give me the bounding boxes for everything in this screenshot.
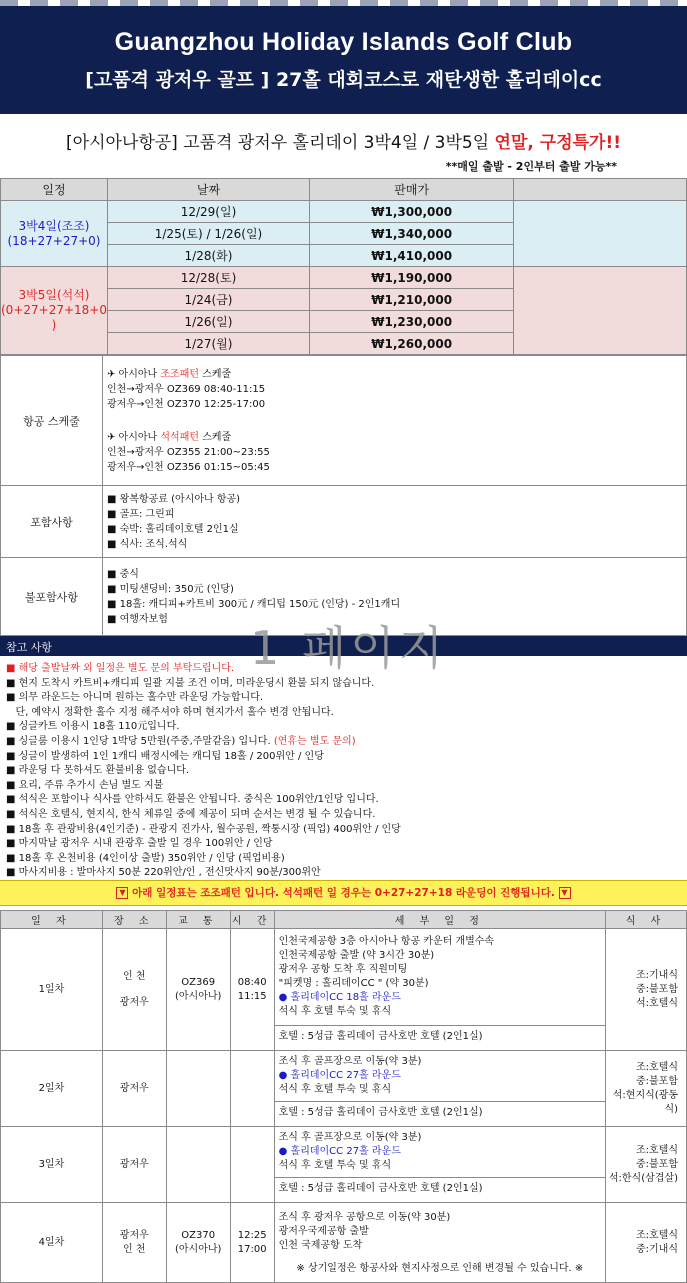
detail-cell: 조식 후 골프장으로 이동(약 3분) ● 홀리데이CC 27홀 라운드 석식 후 호텔 투숙 및 휴식 호텔 : 5성급 홀리데이 금사호반 호텔 (2인1실) <box>274 1127 605 1203</box>
day-cell: 2일차 <box>1 1051 103 1127</box>
flight-a-line1: 인천→광저우 OZ369 08:40-11:15 <box>107 383 266 395</box>
time-cell <box>230 1127 274 1203</box>
time-cell: 12:25 17:00 <box>230 1203 274 1283</box>
included-row <box>1 486 687 558</box>
note-item: ■ 싱글룸 이용시 1인당 1박당 5만원(주중,주말같음) 입니다. (연휴는 별도 문의) <box>6 735 356 747</box>
meals-cell: 조:기내식 중:불포함 석:호텔식 <box>606 929 687 1051</box>
detail-cell: 조식 후 광저우 공항으로 이동(약 30분) 광저우국제공항 출발 인천 국제공항 도착 ※ 상기일정은 항공사와 현지사정으로 인해 변경될 수 있습니다. ※ <box>274 1203 605 1283</box>
page-title: Guangzhou Holiday Islands Golf Club <box>114 28 573 56</box>
promo-title <box>0 114 687 158</box>
header-place: 장 소 <box>102 911 166 929</box>
header-transport: 교 통 <box>166 911 230 929</box>
day-cell: 4일차 <box>1 1203 103 1283</box>
info-table <box>0 355 687 636</box>
down-triangle-icon: ▼ <box>116 887 128 899</box>
note-item: ■ 요리, 주류 추가시 손님 별도 지불 <box>6 779 164 791</box>
promo-highlight: 연말, 구정특가!! <box>494 133 621 153</box>
list-item: ■ 여행자보험 <box>107 613 168 625</box>
hotel-line: 호텔 : 5성급 홀리데이 금사호반 호텔 (2인1실) <box>275 1101 605 1124</box>
list-item: ■ 18홀: 캐디피+카트비 300元 / 캐디팁 150元 (인당) - 2인1캐디 <box>107 598 401 610</box>
day-cell: 1일차 <box>1 929 103 1051</box>
date-cell: 1/26(일) <box>107 311 309 333</box>
note-item: ■ 의무 라운드는 아니며 원하는 홀수만 라운딩 가능합니다. <box>6 692 264 704</box>
time-cell <box>230 1051 274 1127</box>
time-cell: 08:40 11:15 <box>230 929 274 1051</box>
included-list <box>103 486 687 558</box>
list-item: ■ 중식 <box>107 568 139 580</box>
table-row <box>1 201 687 223</box>
header-date: 날짜 <box>107 179 309 201</box>
header-empty <box>514 179 687 201</box>
transport-cell: OZ370 (아시아나) <box>166 1203 230 1283</box>
date-cell: 1/28(화) <box>107 245 309 267</box>
place-cell: 인 천 광저우 <box>102 929 166 1051</box>
list-item: ■ 왕복항공료 (아시아나 항공) <box>107 493 241 505</box>
header-price: 판매가 <box>310 179 514 201</box>
header-meals: 식 사 <box>606 911 687 929</box>
note-item: ■ 석식은 호텔식, 현지식, 한식 체류일 중에 제공이 되며 순서는 변경 될 수 있습니다. <box>6 808 376 820</box>
meals-cell: 조:호텔식 중:기내식 <box>606 1203 687 1283</box>
price-cell: ₩1,230,000 <box>310 311 514 333</box>
note-item: ■ 현지 도착시 카트비+캐디피 일괄 지불 조건 이며, 미라운딩시 환불 되지 않습니다. <box>6 677 375 689</box>
place-cell: 광저우 <box>102 1127 166 1203</box>
price-cell: ₩1,210,000 <box>310 289 514 311</box>
header-day: 일 자 <box>1 911 103 929</box>
note-item: ■ 라운딩 다 못하셔도 환불비용 없습니다. <box>6 765 190 777</box>
flight-row <box>1 356 687 486</box>
flight-detail <box>103 356 687 486</box>
included-label: 포함사항 <box>1 486 103 558</box>
list-item: ■ 식사: 조식.석식 <box>107 538 188 550</box>
meals-cell: 조:호텔식 중:불포함 석:한식(삼겹살) <box>606 1127 687 1203</box>
price-cell: ₩1,300,000 <box>310 201 514 223</box>
flight-b-line1: 인천→광저우 OZ355 21:00~23:55 <box>107 446 270 458</box>
schedule-footnote: ※ 상기일정은 항공사와 현지사정으로 인해 변경될 수 있습니다. ※ <box>296 1263 584 1274</box>
excluded-label: 불포함사항 <box>1 558 103 636</box>
price-cell: ₩1,190,000 <box>310 267 514 289</box>
notes-title-bar: 참고 사항 <box>0 636 687 656</box>
day-cell: 3일차 <box>1 1127 103 1203</box>
schedule-table <box>0 910 687 1283</box>
flight-label: 항공 스케줄 <box>1 356 103 486</box>
table-row <box>1 1051 687 1127</box>
header-schedule: 일정 <box>1 179 108 201</box>
promo-main: [아시아나항공] 고품격 광저우 홀리데이 3박4일 / 3박5일 <box>66 133 490 153</box>
note-item: ■ 싱글카트 이용시 18홀 110元입니다. <box>6 721 180 733</box>
table-row <box>1 267 687 289</box>
schedule-notice-text: 아래 일정표는 조조패턴 입니다. 석석패턴 일 경우는 0+27+27+18 라운딩이 진행됩니다. <box>132 887 555 899</box>
schedule-notice <box>0 880 687 906</box>
price-cell: ₩1,410,000 <box>310 245 514 267</box>
note-item: ■ 석식은 포함이나 식사를 안하셔도 환불은 안됩니다. 중식은 100위안/1인당 입니다. <box>6 794 379 806</box>
hotel-line: 호텔 : 5성급 홀리데이 금사호반 호텔 (2인1실) <box>275 1177 605 1200</box>
price-table-header <box>1 179 687 201</box>
flight-a-title: ✈ 아시아나 조조패턴 스케줄 <box>107 368 232 380</box>
header-time: 시 간 <box>230 911 274 929</box>
page-header <box>0 6 687 114</box>
down-triangle-icon: ▼ <box>559 887 571 899</box>
price-cell: ₩1,260,000 <box>310 333 514 355</box>
group-label-seokseok: 3박5일(석석) (0+27+27+18+0 ) <box>1 267 108 355</box>
page-subtitle: [고품격 광저우 골프 ] 27홀 대회코스로 재탄생한 홀리데이cc <box>85 69 602 91</box>
table-row <box>1 1127 687 1203</box>
page-watermark: 1 페이지 <box>250 621 448 675</box>
transport-cell <box>166 1127 230 1203</box>
price-cell: ₩1,340,000 <box>310 223 514 245</box>
note-item: ■ 싱글이 발생하여 1인 1캐디 배정시에는 캐디팁 18홀 / 200위안 / 인당 <box>6 750 324 762</box>
date-cell: 1/24(금) <box>107 289 309 311</box>
note-item: ■ 해당 출발날짜 외 일정은 별도 문의 부탁드립니다. <box>6 663 235 674</box>
list-item: ■ 미팅샌딩비: 350元 (인당) <box>107 583 234 595</box>
meals-cell: 조:호텔식 중:불포함 석:현지식(광동식) <box>606 1051 687 1127</box>
empty-cell <box>514 267 687 355</box>
flight-b-line2: 광저우→인천 OZ356 01:15~05:45 <box>107 461 270 473</box>
group-label-jojo: 3박4일(조조) (18+27+27+0) <box>1 201 108 267</box>
date-cell: 12/28(토) <box>107 267 309 289</box>
note-item: 단, 예약시 정확한 홀수 지정 해주셔야 하며 현지가서 홀수 변경 안됩니다. <box>6 706 334 718</box>
transport-cell: OZ369 (아시아나) <box>166 929 230 1051</box>
date-cell: 1/25(토) / 1/26(일) <box>107 223 309 245</box>
price-table <box>0 178 687 355</box>
table-row <box>1 929 687 1051</box>
detail-cell: 조식 후 골프장으로 이동(약 3분) ● 홀리데이CC 27홀 라운드 석식 후 호텔 투숙 및 휴식 호텔 : 5성급 홀리데이 금사호반 호텔 (2인1실) <box>274 1051 605 1127</box>
table-row <box>1 1203 687 1283</box>
notes-list <box>0 656 687 880</box>
header-detail: 세 부 일 정 <box>274 911 605 929</box>
note-item: ■ 18홀 후 온천비용 (4인이상 출발) 350위안 / 인당 (픽업비용) <box>6 852 285 864</box>
empty-cell <box>514 201 687 267</box>
place-cell: 광저우 <box>102 1051 166 1127</box>
note-item: ■ 18홀 후 관광비용(4인기준) - 관광지 진가사, 월수공원, 짝퉁시장 (픽업) 400위안 / 인당 <box>6 823 401 835</box>
departure-note: **매일 출발 - 2인부터 출발 가능** <box>445 160 617 173</box>
date-cell: 1/27(월) <box>107 333 309 355</box>
transport-cell <box>166 1051 230 1127</box>
note-item: ■ 마사지비용 : 발마사지 50분 220위안/인 , 전신맛사지 90분/300위안 <box>6 867 321 879</box>
detail-cell: 인천국제공항 3층 아시아나 항공 카운터 개별수속 인천국제공항 출발 (약 3시간 30분) 광저우 공항 도착 후 직원미팅 "피켓명 : 홀리데이CC " (약 30분) ● 홀리데이CC 18홀 라운드 석식 후 호텔 투숙 및 휴식 호텔 : 5성급 홀리데이 금사호반 호텔 (2인1실) <box>274 929 605 1051</box>
place-cell: 광저우 인 천 <box>102 1203 166 1283</box>
hotel-line: 호텔 : 5성급 홀리데이 금사호반 호텔 (2인1실) <box>275 1025 605 1048</box>
date-cell: 12/29(일) <box>107 201 309 223</box>
flight-b-title: ✈ 아시아나 석석패턴 스케줄 <box>107 431 232 443</box>
note-item: ■ 마지막날 광저우 시내 관광후 출발 일 경우 100위안 / 인당 <box>6 838 273 850</box>
list-item: ■ 숙박: 홀리데이호텔 2인1실 <box>107 523 239 535</box>
list-item: ■ 골프: 그린피 <box>107 508 175 520</box>
schedule-header <box>1 911 687 929</box>
flight-a-line2: 광저우→인천 OZ370 12:25-17:00 <box>107 398 266 410</box>
